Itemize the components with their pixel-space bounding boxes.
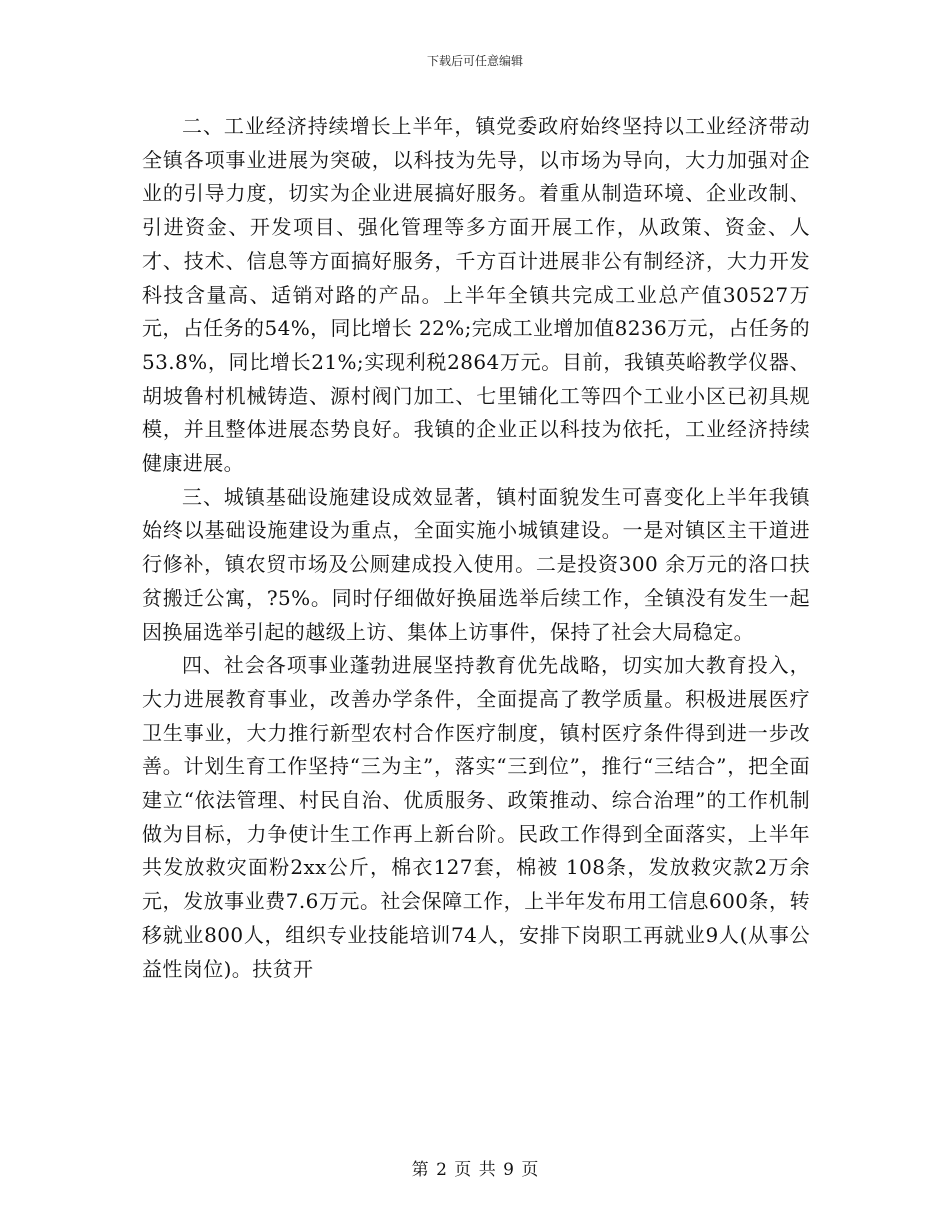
page-number-footer: 第 2 页 共 9 页	[411, 1160, 539, 1180]
paragraph-infrastructure: 三、城镇基础设施建设成效显著，镇村面貌发生可喜变化上半年我镇始终以基础设施建设为重点，全面实施小城镇建设。一是对镇区主干道进行修补，镇农贸市场及公厕建成投入使用。二是投资300 余万元的洛口扶贫搬迁公寓，?5%。同时仔细做好换届选举后续工作，全镇没有发生一起因换届选举引起的越级上访、集体上访事件，保持了社会大局稳定。	[142, 484, 810, 644]
document-body	[142, 110, 810, 986]
page-header: 下载后可任意编辑	[426, 54, 523, 68]
paragraph-social-affairs: 四、社会各项事业蓬勃进展坚持教育优先战略，切实加大教育投入，大力进展教育事业，改善办学条件，全面提高了教学质量。积极进展医疗卫生事业，大力推行新型农村合作医疗制度，镇村医疗条件得到进一步改善。计划生育工作坚持“三为主”，落实“三到位”，推行“三结合”，把全面建立“依法管理、村民自治、优质服务、政策推动、综合治理”的工作机制做为目标，力争使计生工作再上新台阶。民政工作得到全面落实，上半年共发放救灾面粉2xx公斤，棉衣127套，棉被 108条，发放救灾款2万余元，发放事业费7.6万元。社会保障工作，上半年发布用工信息600条，转移就业800人，组织专业技能培训74人，安排下岗职工再就业9人(从事公益性岗位)。扶贫开	[142, 653, 810, 981]
paragraph-industrial-economy: 二、工业经济持续增长上半年，镇党委政府始终坚持以工业经济带动全镇各项事业进展为突破，以科技为先导，以市场为导向，大力加强对企业的引导力度，切实为企业进展搞好服务。着重从制造环境、企业改制、引进资金、开发项目、强化管理等多方面开展工作，从政策、资金、人才、技术、信息等方面搞好服务，千方百计进展非公有制经济，大力开发科技含量高、适销对路的产品。上半年全镇共完成工业总产值30527万元，占任务的54%，同比增长 22%;完成工业增加值8236万元，占任务的53.8%，同比增长21%;实现利税2864万元。目前，我镇英峪教学仪器、胡坡鲁村机械铸造、源村阀门加工、七里铺化工等四个工业小区已初具规模，并且整体进展态势良好。我镇的企业正以科技为依托，工业经济持续健康进展。	[142, 114, 810, 476]
